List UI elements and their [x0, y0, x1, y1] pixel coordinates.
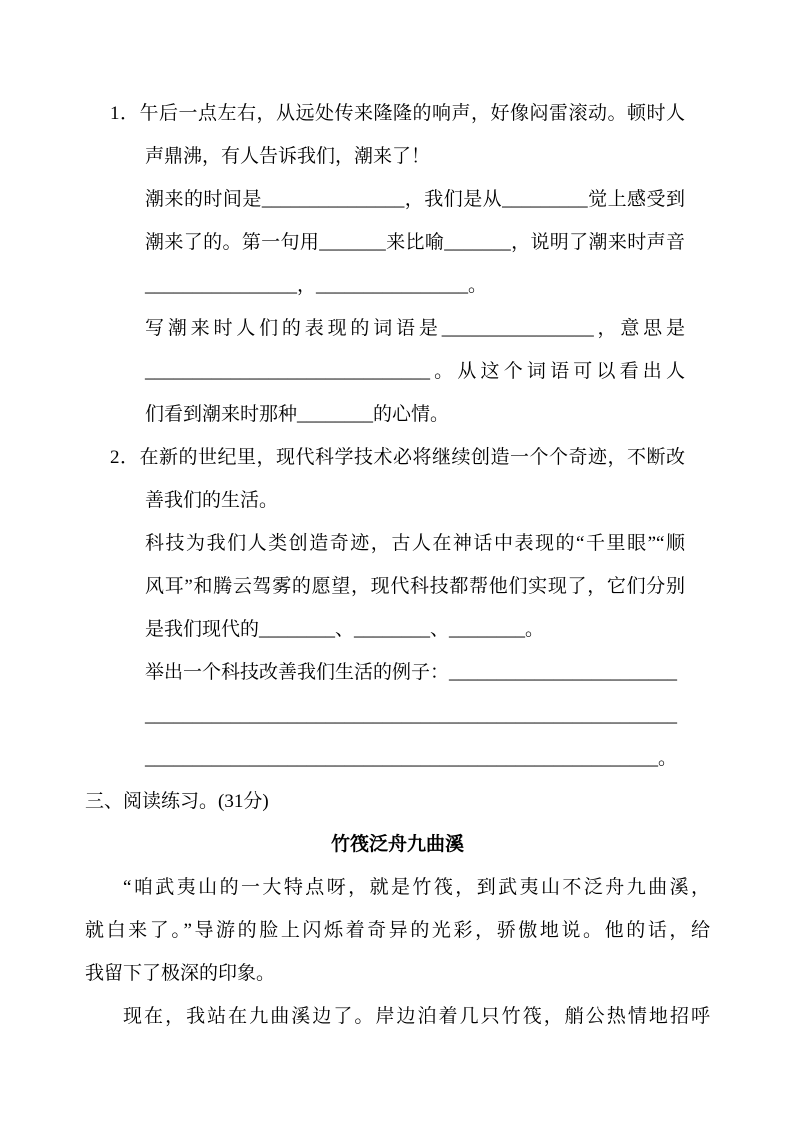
q1-fill-line-2: 潮来了的。第一句用_______来比喻_______，说明了潮来时声音: [145, 232, 685, 253]
q1-fill-line-1: 潮来的时间是_______________，我们是从_________觉上感受到: [145, 189, 685, 210]
question-1: [110, 92, 685, 436]
q1-stem-line-2: 声鼎沸，有人告诉我们，潮来了！: [145, 146, 431, 167]
q2-number: 2．: [110, 447, 140, 468]
passage-line-3: 我留下了极深的印象。: [85, 963, 276, 984]
q2-fill-line-5: ________________________________________________________: [145, 705, 677, 726]
reading-passage: [85, 866, 710, 1038]
passage-line-1: “咱武夷山的一大特点呀，就是竹筏，到武夷山不泛舟九曲溪，: [123, 877, 710, 898]
q2-fill-line-2: 风耳”和腾云驾雾的愿望，现代科技都帮他们实现了，它们分别: [145, 576, 685, 597]
passage-line-4: 现在，我站在九曲溪边了。岸边泊着几只竹筏，艄公热情地招呼: [123, 1006, 710, 1027]
q1-fill-line-4: 写潮来时人们的表现的词语是________________，意思是: [145, 318, 685, 339]
q2-fill-line-3: 是我们现代的________、________、________。: [145, 619, 545, 640]
passage-title: 竹筏泛舟九曲溪: [330, 834, 464, 855]
q1-fill-line-6: 们看到潮来时那种________的心情。: [145, 404, 450, 425]
passage-line-2: 就白来了。”导游的脸上闪烁着奇异的光彩，骄傲地说。他的话，给: [85, 920, 710, 941]
q2-fill-line-1: 科技为我们人类创造奇迹，古人在神话中表现的“千里眼”“顺: [145, 533, 685, 554]
q1-number: 1．: [110, 103, 140, 124]
q1-fill-line-3: ________________，________________。: [145, 275, 488, 296]
question-2: [110, 436, 685, 780]
q2-stem-line-2: 善我们的生活。: [145, 490, 279, 511]
q1-stem-text-1: 午后一点左右，从远处传来隆隆的响声，好像闷雷滚动。顿时人: [139, 103, 685, 124]
q1-stem-line-1: [110, 92, 685, 135]
q2-stem-text-1: 在新的世纪里，现代科学技术必将继续创造一个个奇迹，不断改: [139, 447, 685, 468]
q1-fill-line-5: ______________________________。从这个词语可以看出人: [145, 361, 685, 382]
q2-stem-line-1: [110, 436, 685, 479]
section-3-heading: 三、阅读练习。(31分): [85, 791, 269, 812]
q2-fill-line-6: ______________________________________________________。: [145, 748, 678, 769]
q2-fill-line-4: 举出一个科技改善我们生活的例子：________________________: [145, 662, 678, 683]
